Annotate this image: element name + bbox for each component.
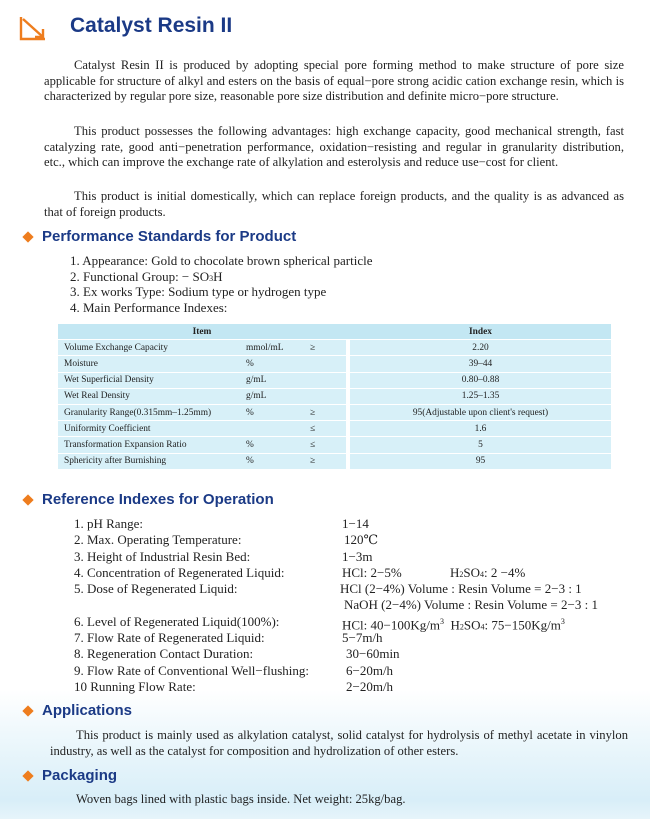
row-value: 95 — [350, 454, 611, 470]
functional-group-suffix: H — [213, 268, 223, 284]
header-item: Item — [58, 324, 346, 340]
row-name: Moisture — [58, 356, 246, 372]
arrow-logo-icon — [18, 14, 48, 42]
table-row — [58, 389, 611, 405]
row-unit: g/mL — [246, 373, 310, 389]
row-name: Transformation Expansion Ratio — [58, 437, 246, 453]
operation-heading-text: Reference Indexes for Operation — [42, 491, 274, 508]
list-item: 3. Ex works Type: Sodium type or hydrogen type — [70, 284, 327, 300]
row-op: ≥ — [310, 405, 346, 421]
flush-label: 9. Flow Rate of Conventional Well−flushing: — [74, 662, 309, 678]
row-name: Granularity Range(0.315mm–1.25mm) — [58, 405, 246, 421]
row-value: 1.6 — [350, 421, 611, 437]
row-op: ≤ — [310, 437, 346, 453]
page-title: Catalyst Resin II — [70, 14, 233, 37]
height-value: 1−3m — [342, 548, 373, 564]
ph-value: 1−14 — [342, 516, 369, 531]
row-unit — [246, 421, 310, 437]
row-value: 95(Adjustable upon client's request) — [350, 405, 611, 421]
row-op — [310, 356, 346, 372]
intro-paragraph-1: Catalyst Resin II is produced by adopting special pore forming method to make structure of pore size applicable for structure of alkyl and esters on the basis of equal−pore strong acidic cation exchange resin, which is characterized by regular pore size, reasonable pore size distribution and definite micro−pore structure. — [44, 58, 624, 104]
row-unit: mmol/mL — [246, 340, 310, 356]
dose-label: 5. Dose of Regenerated Liquid: — [74, 581, 238, 597]
performance-heading-text: Performance Standards for Product — [42, 228, 297, 245]
level-label: 6. Level of Regenerated Liquid(100%): — [74, 613, 280, 629]
row-op — [310, 373, 346, 389]
dose-hcl: HCl (2−4%) Volume : Resin Volume = 2−3 : 1 — [340, 581, 582, 597]
temp-value: 120℃ — [344, 532, 379, 548]
row-unit: % — [246, 405, 310, 421]
packaging-heading — [22, 767, 117, 784]
operation-heading — [22, 491, 274, 508]
row-value: 1.25–1.35 — [350, 389, 611, 405]
performance-heading — [22, 228, 296, 245]
level-hcl: HCl: $40-100Kg/m^3$ H2SO4: $75-150Kg/m^3$ — [342, 616, 565, 633]
height-label: 3. Height of Industrial Resin Bed: — [74, 548, 251, 564]
row-unit: % — [246, 356, 310, 372]
intro-paragraph-3: This product is initial domestically, which can replace foreign products, and the quality is as advanced as that of foreign products. — [44, 189, 624, 219]
row-name: Sphericity after Burnishing — [58, 454, 246, 470]
temp-label: 2. Max. Operating Temperature: — [74, 532, 242, 548]
dose-naoh: NaOH (2−4%) Volume : Resin Volume = 2−3 : 1 — [344, 597, 598, 613]
conc-hcl: HCl: 2−5% — [342, 564, 402, 580]
row-op — [310, 389, 346, 405]
conc-label: 4. Concentration of Regenerated Liquid: — [74, 564, 285, 580]
flush-value: 6−20m/h — [346, 662, 394, 678]
row-name: Volume Exchange Capacity — [58, 340, 246, 356]
table-row — [58, 373, 611, 389]
list-item: 4. Main Performance Indexes: — [70, 299, 228, 315]
subscript: 3 — [209, 273, 214, 283]
row-op: ≥ — [310, 340, 346, 356]
performance-list — [70, 253, 373, 315]
row-name: Wet Superficial Density — [58, 373, 246, 389]
running-value: 2−20m/h — [346, 678, 394, 694]
conc-h2so4: H2SO4: 2 −4% — [450, 564, 526, 580]
diamond-bullet-icon — [22, 231, 33, 242]
row-unit: % — [246, 437, 310, 453]
header-index: Index — [350, 324, 611, 340]
ph-label: 1. pH Range: — [74, 516, 143, 531]
row-op: ≥ — [310, 454, 346, 470]
diamond-bullet-icon — [22, 705, 33, 716]
diamond-bullet-icon — [22, 494, 33, 505]
row-value: 5 — [350, 437, 611, 453]
intro-paragraph-2: This product possesses the following advantages: high exchange capacity, good mechanical strength, fast catalyzing rate, good anti−penetration performance, oxidation−resisting and regular in granularity distribution, etc., which can improve the exchange rate of alkylation and esterolysis and reduce use−cost for client. — [44, 124, 624, 170]
list-item — [70, 269, 373, 285]
row-unit: g/mL — [246, 389, 310, 405]
packaging-text: Woven bags lined with plastic bags inside. Net weight: 25kg/bag. — [76, 792, 406, 806]
packaging-heading-text: Packaging — [42, 767, 118, 784]
row-op: ≤ — [310, 421, 346, 437]
row-value: 2.20 — [350, 340, 611, 356]
row-value: 39–44 — [350, 356, 611, 372]
performance-index-table — [58, 324, 611, 470]
contact-value: 30−60min — [346, 646, 400, 662]
applications-heading — [22, 702, 132, 719]
contact-label: 8. Regeneration Contact Duration: — [74, 646, 254, 662]
row-value: 0.80–0.88 — [350, 373, 611, 389]
table-row — [58, 454, 611, 470]
applications-text: This product is mainly used as alkylation catalyst, solid catalyst for hydrolysis of methyl acetate in vinylon industry, as well as the catalyst for composition and hydrolization of other esters. — [50, 728, 628, 758]
table-row — [58, 356, 611, 372]
flow-label: 7. Flow Rate of Regenerated Liquid: — [74, 630, 265, 646]
table-row — [58, 421, 611, 437]
functional-group-text: 2. Functional Group: − SO — [70, 268, 210, 284]
table-row — [58, 405, 611, 421]
diamond-bullet-icon — [22, 770, 33, 781]
flow-value: 5−7m/h — [342, 630, 383, 646]
table-header-row — [58, 324, 611, 340]
applications-heading-text: Applications — [42, 702, 133, 719]
table-row — [58, 340, 611, 356]
row-name: Uniformity Coefficient — [58, 421, 246, 437]
row-unit: % — [246, 454, 310, 470]
list-item: 1. Appearance: Gold to chocolate brown spherical particle — [70, 253, 373, 268]
row-name: Wet Real Density — [58, 389, 246, 405]
table-row — [58, 437, 611, 453]
running-label: 10 Running Flow Rate: — [74, 678, 196, 694]
